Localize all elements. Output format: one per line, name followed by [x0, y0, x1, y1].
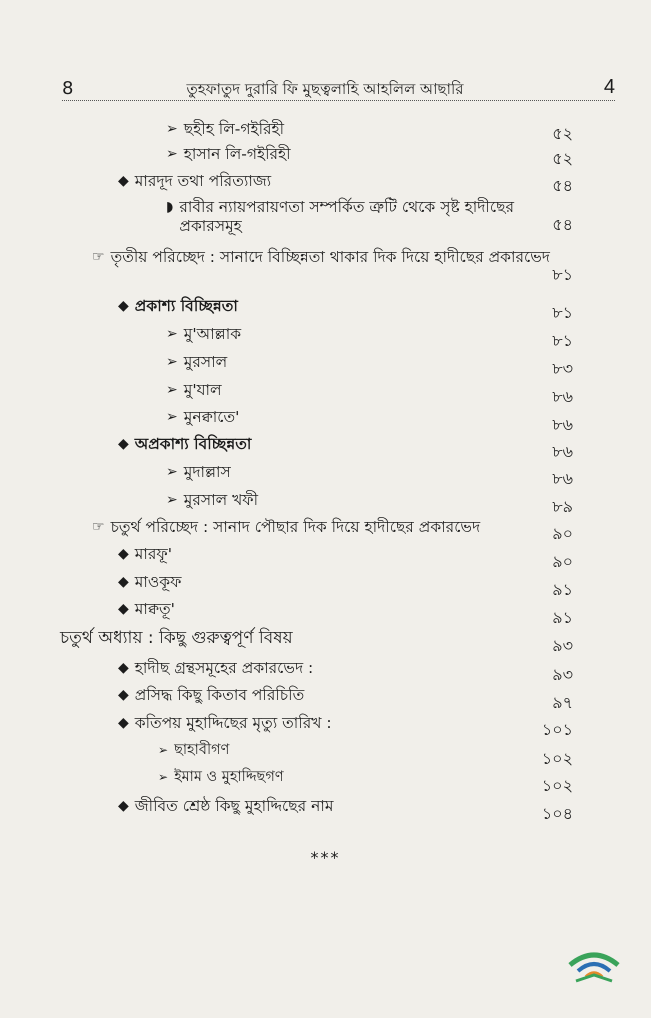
toc-entry	[118, 573, 181, 592]
toc-page-number: ৯০	[552, 552, 573, 571]
toc-entry	[166, 408, 239, 427]
diamond-bullet-icon: ◆	[118, 546, 129, 562]
toc-entry-text: কতিপয় মুহাদ্দিছের মৃত্যু তারিখ :	[134, 714, 332, 732]
publisher-logo-icon	[566, 935, 622, 985]
toc-entry	[166, 145, 291, 164]
chapter-heading	[60, 629, 293, 648]
toc-page-number: ১০১	[541, 720, 573, 739]
toc-page-number: ৫২	[552, 149, 573, 168]
diamond-bullet-icon: ◆	[118, 687, 129, 703]
toc-page-number: ৮৬	[552, 387, 573, 406]
toc-page-number: ৯১	[552, 608, 573, 627]
toc-page-number: ৮৩	[552, 359, 573, 378]
toc-page-number: ৫৪	[552, 176, 573, 195]
toc-page-number: ৯৩	[552, 665, 573, 684]
toc-entry-text: জীবিত শ্রেষ্ঠ কিছু মুহাদ্দিছের নাম	[134, 797, 334, 815]
toc-page-number: ৮১	[552, 331, 573, 350]
diamond-bullet-icon: ◆	[118, 798, 129, 814]
toc-entry	[166, 353, 227, 372]
toc-entry-text: চতুর্থ পরিচ্ছেদ : সানাদ পৌছার দিক দিয়ে হাদীছের প্রকারভেদ	[110, 518, 481, 536]
toc-entry	[118, 297, 238, 316]
toc-entry-text: মাওকূফ	[134, 573, 182, 591]
toc-page-number: ৮৬	[552, 469, 573, 488]
toc-entry	[166, 491, 258, 510]
arrow-icon: ➢	[166, 464, 178, 480]
toc-entry-text: মাক্বতূ'	[134, 600, 175, 618]
toc-entry-text: মুরসাল খফী	[183, 491, 259, 509]
arrow-icon: ➢	[158, 770, 169, 784]
toc-entry	[118, 686, 304, 705]
toc-entry	[166, 120, 284, 139]
toc-entry	[118, 797, 333, 816]
toc-entry-text: মুরসাল	[183, 353, 228, 371]
half-circle-bullet-icon: ◗	[166, 199, 174, 215]
toc-page-number: ৮৯	[552, 497, 573, 516]
toc-entry-text: রাবীর ন্যায়পরায়ণতা সম্পর্কিত ত্রুটি থেকে সৃষ্ট হাদীছের প্রকারসমূহ	[179, 198, 515, 235]
toc-entry	[158, 741, 229, 760]
arrow-icon: ➢	[166, 326, 178, 342]
book-title: তুহফাতুদ দুরারি ফি মুছত্বলাহি আহলিল আছারি	[186, 80, 464, 98]
toc-entry	[118, 172, 271, 191]
diamond-bullet-icon: ◆	[118, 173, 129, 189]
pointing-hand-icon: ☞	[92, 249, 105, 265]
arrow-icon: ➢	[166, 409, 178, 425]
toc-entry-text: প্রসিদ্ধ কিছু কিতাব পরিচিতি	[134, 686, 305, 704]
toc-entry-text: মু'আল্লাক	[183, 325, 242, 343]
toc-entry	[158, 768, 284, 787]
diamond-bullet-icon: ◆	[118, 298, 129, 314]
toc-page-number: ৯১	[552, 580, 573, 599]
toc-page-number: ১০২	[541, 776, 573, 795]
toc-entry-text: চতুর্থ অধ্যায় : কিছু গুরুত্বপূর্ণ বিষয়	[60, 628, 293, 648]
toc-entry	[92, 518, 480, 537]
toc-entry-text: তৃতীয় পরিচ্ছেদ : সানাদে বিচ্ছিন্নতা থাকার দিক দিয়ে হাদীছের প্রকারভেদ	[110, 248, 550, 266]
pointing-hand-icon: ☞	[92, 519, 105, 535]
toc-entry-text: হাদীছ গ্রন্থসমূহের প্রকারভেদ :	[134, 659, 314, 677]
toc-entry-text: ছাহাবীগণ	[174, 742, 230, 758]
toc-page-number: ৮৬	[552, 415, 573, 434]
diamond-bullet-icon: ◆	[118, 715, 129, 731]
toc-page-number: ৯৭	[552, 693, 573, 712]
toc-entry	[118, 714, 332, 733]
toc-page-number: ৫৪	[552, 215, 573, 234]
toc-entry-text: অপ্রকাশ্য বিচ্ছিন্নতা	[134, 435, 252, 453]
diamond-bullet-icon: ◆	[118, 436, 129, 452]
arrow-icon: ➢	[166, 354, 178, 370]
arrow-icon: ➢	[166, 492, 178, 508]
toc-entry-text: ছহীহ লি-গইরিহী	[183, 120, 285, 138]
toc-entry	[166, 198, 552, 236]
arrow-icon: ➢	[166, 146, 178, 162]
toc-page-number: ১০২	[541, 749, 573, 768]
toc-entry-text: হাসান লি-গইরিহী	[183, 145, 291, 163]
toc-entry-text: ইমাম ও মুহাদ্দিছগণ	[174, 769, 284, 785]
diamond-bullet-icon: ◆	[118, 574, 129, 590]
left-page-number: 8	[62, 78, 74, 99]
toc-entry-text: মু'যাল	[183, 381, 222, 399]
toc-entry	[118, 600, 175, 619]
toc-page-number: ৯৩	[552, 636, 573, 655]
arrow-icon: ➢	[166, 121, 178, 137]
arrow-icon: ➢	[166, 382, 178, 398]
toc-entry	[118, 435, 251, 454]
toc-page-number: ৮১	[552, 303, 573, 322]
diamond-bullet-icon: ◆	[118, 660, 129, 676]
toc-entry	[166, 325, 241, 344]
toc-page-number: ৮৬	[552, 442, 573, 461]
toc-page-number: ৯০	[552, 524, 573, 543]
toc-entry-text: মুনক্বাতে'	[183, 408, 240, 426]
end-stars: ***	[310, 848, 341, 867]
toc-entry-text: মুদাল্লাস	[183, 463, 231, 481]
right-page-number: 4	[603, 76, 615, 98]
diamond-bullet-icon: ◆	[118, 601, 129, 617]
toc-entry-text: প্রকাশ্য বিচ্ছিন্নতা	[134, 297, 238, 315]
toc-entry-text: মারদূদ তথা পরিত্যাজ্য	[134, 172, 272, 190]
toc-entry-text: মারফূ'	[134, 545, 172, 563]
toc-page-number: ৫২	[552, 124, 573, 143]
toc-entry	[118, 659, 313, 678]
toc-page-number: ১০৪	[541, 804, 573, 823]
toc-entry	[118, 545, 172, 564]
toc-page-number: ৮১	[552, 265, 573, 284]
toc-entry	[166, 381, 222, 400]
toc-entry	[92, 248, 552, 267]
toc-entry	[166, 463, 231, 482]
arrow-icon: ➢	[158, 743, 169, 757]
